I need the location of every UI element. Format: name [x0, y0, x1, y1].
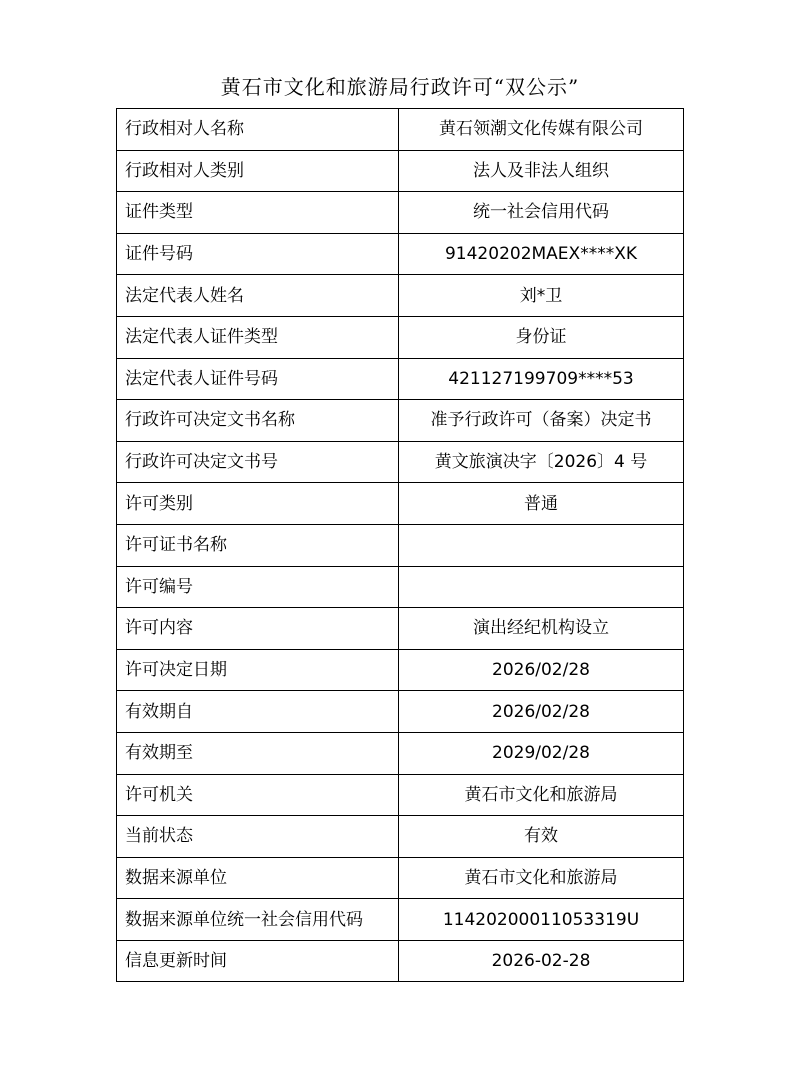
row-value: 准予行政许可（备案）决定书 — [399, 400, 684, 442]
table-row — [117, 358, 684, 400]
row-label: 信息更新时间 — [117, 940, 399, 982]
row-label: 行政许可决定文书号 — [117, 441, 399, 483]
table-row — [117, 649, 684, 691]
row-value: 2026/02/28 — [399, 691, 684, 733]
row-value: 黄石市文化和旅游局 — [399, 774, 684, 816]
row-value: 统一社会信用代码 — [399, 192, 684, 234]
row-label: 法定代表人姓名 — [117, 275, 399, 317]
table-row — [117, 275, 684, 317]
row-value: 黄文旅演决字〔2026〕4 号 — [399, 441, 684, 483]
row-value: 黄石领潮文化传媒有限公司 — [399, 109, 684, 151]
table-row — [117, 899, 684, 941]
row-value — [399, 566, 684, 608]
row-value: 421127199709****53 — [399, 358, 684, 400]
table-row — [117, 483, 684, 525]
table-row — [117, 691, 684, 733]
table-row — [117, 150, 684, 192]
page-title: 黄石市文化和旅游局行政许可“双公示” — [220, 75, 580, 99]
row-label: 许可决定日期 — [117, 649, 399, 691]
row-value: 黄石市文化和旅游局 — [399, 857, 684, 899]
row-label: 有效期至 — [117, 732, 399, 774]
row-value: 11420200011053319U — [399, 899, 684, 941]
row-label: 行政相对人名称 — [117, 109, 399, 151]
row-label: 法定代表人证件类型 — [117, 316, 399, 358]
table-row — [117, 857, 684, 899]
row-value: 2026-02-28 — [399, 940, 684, 982]
table-row — [117, 816, 684, 858]
row-label: 许可机关 — [117, 774, 399, 816]
table-row — [117, 940, 684, 982]
row-label: 行政许可决定文书名称 — [117, 400, 399, 442]
table-row — [117, 441, 684, 483]
table-row — [117, 109, 684, 151]
row-label: 法定代表人证件号码 — [117, 358, 399, 400]
row-value: 91420202MAEX****XK — [399, 233, 684, 275]
row-value: 2029/02/28 — [399, 732, 684, 774]
row-value: 法人及非法人组织 — [399, 150, 684, 192]
row-label: 许可类别 — [117, 483, 399, 525]
row-label: 许可编号 — [117, 566, 399, 608]
row-label: 数据来源单位统一社会信用代码 — [117, 899, 399, 941]
row-value: 普通 — [399, 483, 684, 525]
table-row — [117, 608, 684, 650]
row-label: 许可证书名称 — [117, 524, 399, 566]
row-value — [399, 524, 684, 566]
table-row — [117, 732, 684, 774]
table-row — [117, 524, 684, 566]
row-label: 证件类型 — [117, 192, 399, 234]
table-row — [117, 774, 684, 816]
row-label: 有效期自 — [117, 691, 399, 733]
table-row — [117, 233, 684, 275]
row-value: 刘*卫 — [399, 275, 684, 317]
row-value: 有效 — [399, 816, 684, 858]
table-row — [117, 316, 684, 358]
table-row — [117, 192, 684, 234]
info-table — [116, 108, 684, 982]
row-label: 数据来源单位 — [117, 857, 399, 899]
row-label: 证件号码 — [117, 233, 399, 275]
row-label: 许可内容 — [117, 608, 399, 650]
table-row — [117, 400, 684, 442]
row-value: 2026/02/28 — [399, 649, 684, 691]
table-row — [117, 566, 684, 608]
row-value: 演出经纪机构设立 — [399, 608, 684, 650]
row-label: 行政相对人类别 — [117, 150, 399, 192]
row-label: 当前状态 — [117, 816, 399, 858]
row-value: 身份证 — [399, 316, 684, 358]
